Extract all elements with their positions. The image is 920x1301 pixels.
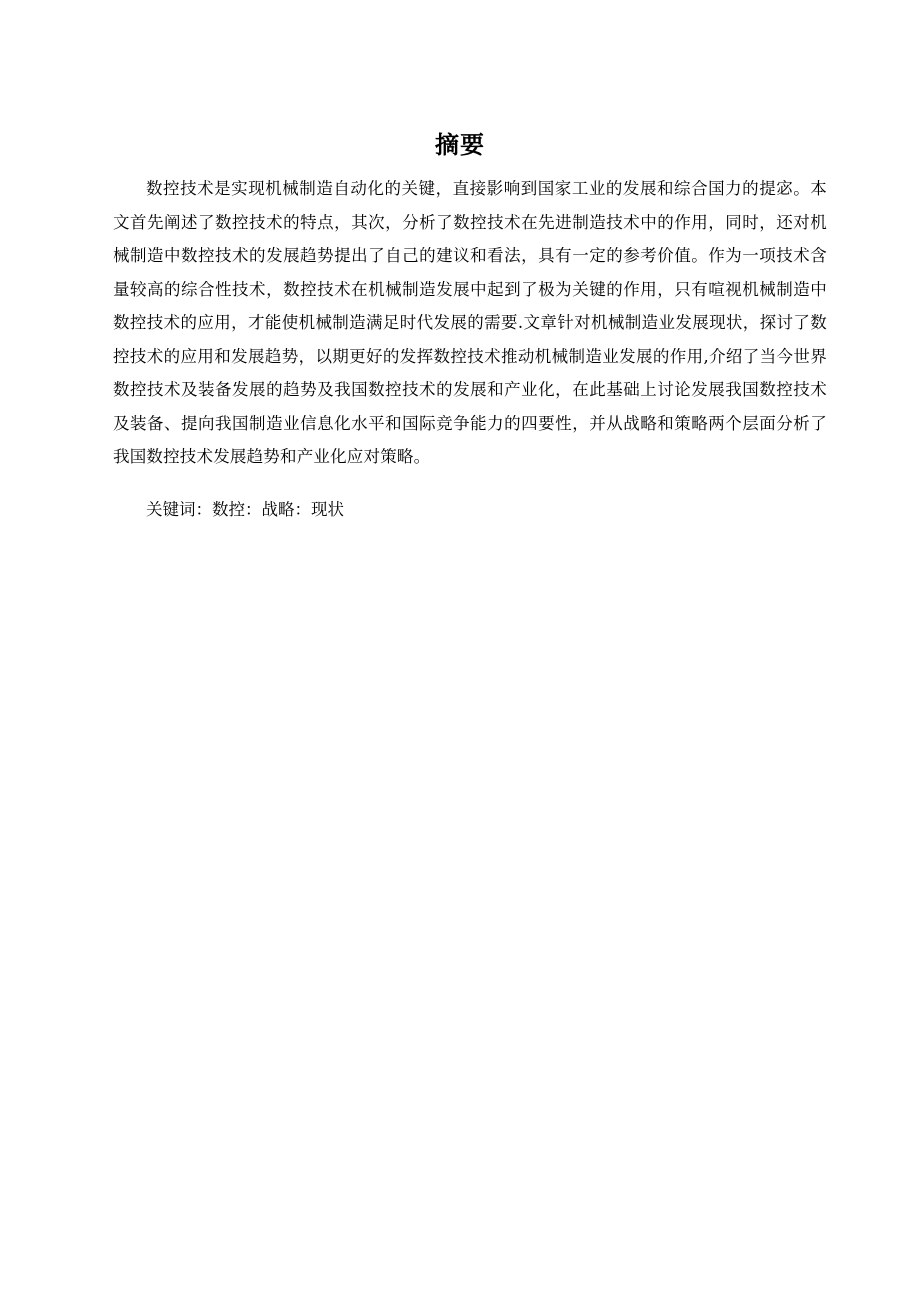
abstract-title: 摘要 (435, 131, 485, 159)
keywords-line: 关键词：数控：战略：现状 (146, 500, 344, 519)
abstract-paragraph: 数控技术是实现机械制造自动化的关键，直接影响到国家工业的发展和综合国力的提宓。本文首先阐述了数控技术的特点，其次，分析了数控技术在先进制造技术中的作用，同时，还对机械制造中数控技术的发展趋势提出了自己的建议和看法，具有一定的参考价值。作为一项技术含量较高的综合性技术，数控技术在机械制造发展中起到了极为关键的作用，只有喧视机械制造中数控技术的应用，才能使机械制造满足时代发展的需要.文章针对机械制造业发展现状，探讨了数控技术的应用和发展趋势，以期更好的发挥数控技术推动机械制造业发展的作用,介绍了当今世界数控技术及装备发展的趋势及我国数控技术的发展和产业化，在此基础上讨论发展我国数控技术及装备、提向我国制造业信息化水平和国际竞争能力的四要性，并从战略和策略两个层面分析了我国数控技术发展趋势和产业化应对策略。 (113, 179, 827, 466)
